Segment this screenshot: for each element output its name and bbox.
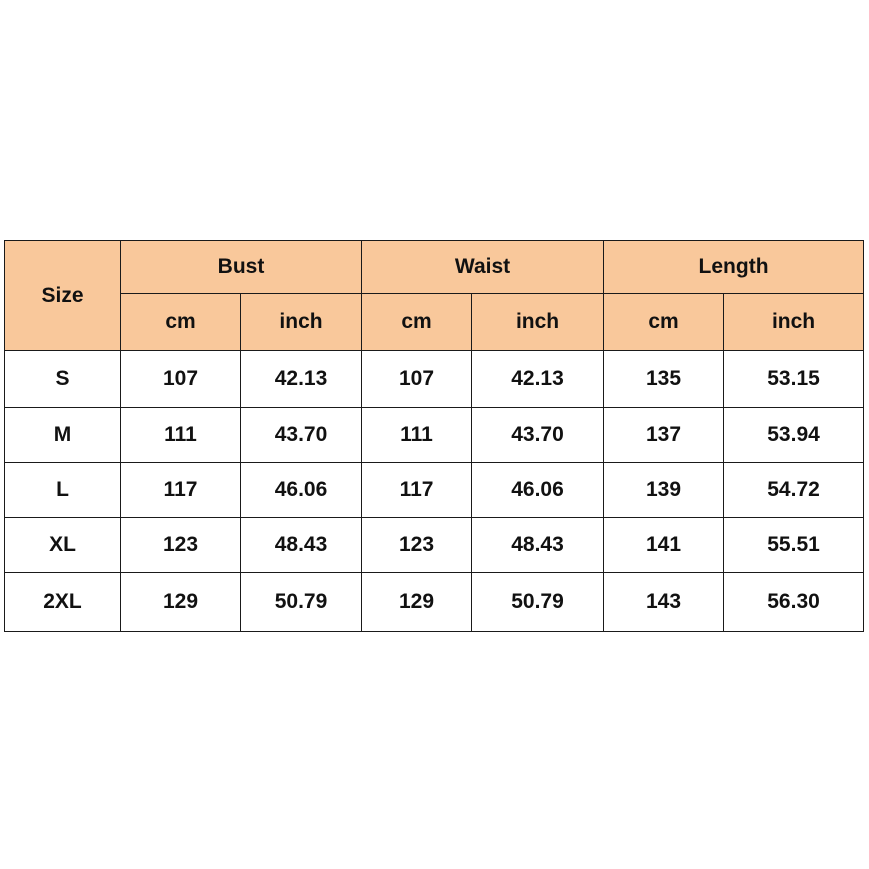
waist-inch-cell: 43.70: [472, 408, 604, 463]
size-cell: S: [5, 351, 121, 408]
length-inch-header: inch: [724, 294, 864, 351]
length-inch-cell: 56.30: [724, 573, 864, 632]
bust-inch-header: inch: [241, 294, 362, 351]
bust-cm-cell: 123: [121, 518, 241, 573]
bust-inch-cell: 50.79: [241, 573, 362, 632]
size-cell: XL: [5, 518, 121, 573]
size-chart-table: [4, 240, 864, 632]
bust-cm-header: cm: [121, 294, 241, 351]
waist-inch-cell: 46.06: [472, 463, 604, 518]
length-inch-cell: 53.94: [724, 408, 864, 463]
table-row: [5, 463, 864, 518]
size-cell: M: [5, 408, 121, 463]
bust-cm-cell: 129: [121, 573, 241, 632]
length-cm-cell: 143: [604, 573, 724, 632]
header-row-units: [5, 294, 864, 351]
size-cell: 2XL: [5, 573, 121, 632]
size-header: Size: [5, 241, 121, 351]
waist-cm-cell: 123: [362, 518, 472, 573]
bust-inch-cell: 48.43: [241, 518, 362, 573]
waist-cm-cell: 117: [362, 463, 472, 518]
table-row: [5, 408, 864, 463]
header-row-groups: [5, 241, 864, 294]
length-inch-cell: 54.72: [724, 463, 864, 518]
bust-inch-cell: 46.06: [241, 463, 362, 518]
waist-cm-header: cm: [362, 294, 472, 351]
waist-inch-cell: 48.43: [472, 518, 604, 573]
bust-header: Bust: [121, 241, 362, 294]
waist-inch-header: inch: [472, 294, 604, 351]
bust-cm-cell: 111: [121, 408, 241, 463]
waist-cm-cell: 111: [362, 408, 472, 463]
waist-cm-cell: 107: [362, 351, 472, 408]
bust-cm-cell: 117: [121, 463, 241, 518]
table-row: [5, 573, 864, 632]
bust-cm-cell: 107: [121, 351, 241, 408]
waist-inch-cell: 50.79: [472, 573, 604, 632]
length-cm-cell: 135: [604, 351, 724, 408]
waist-cm-cell: 129: [362, 573, 472, 632]
waist-inch-cell: 42.13: [472, 351, 604, 408]
bust-inch-cell: 42.13: [241, 351, 362, 408]
length-cm-header: cm: [604, 294, 724, 351]
bust-inch-cell: 43.70: [241, 408, 362, 463]
length-cm-cell: 137: [604, 408, 724, 463]
waist-header: Waist: [362, 241, 604, 294]
table-row: [5, 518, 864, 573]
table-row: [5, 351, 864, 408]
length-header: Length: [604, 241, 864, 294]
length-cm-cell: 139: [604, 463, 724, 518]
size-cell: L: [5, 463, 121, 518]
length-cm-cell: 141: [604, 518, 724, 573]
length-inch-cell: 55.51: [724, 518, 864, 573]
length-inch-cell: 53.15: [724, 351, 864, 408]
